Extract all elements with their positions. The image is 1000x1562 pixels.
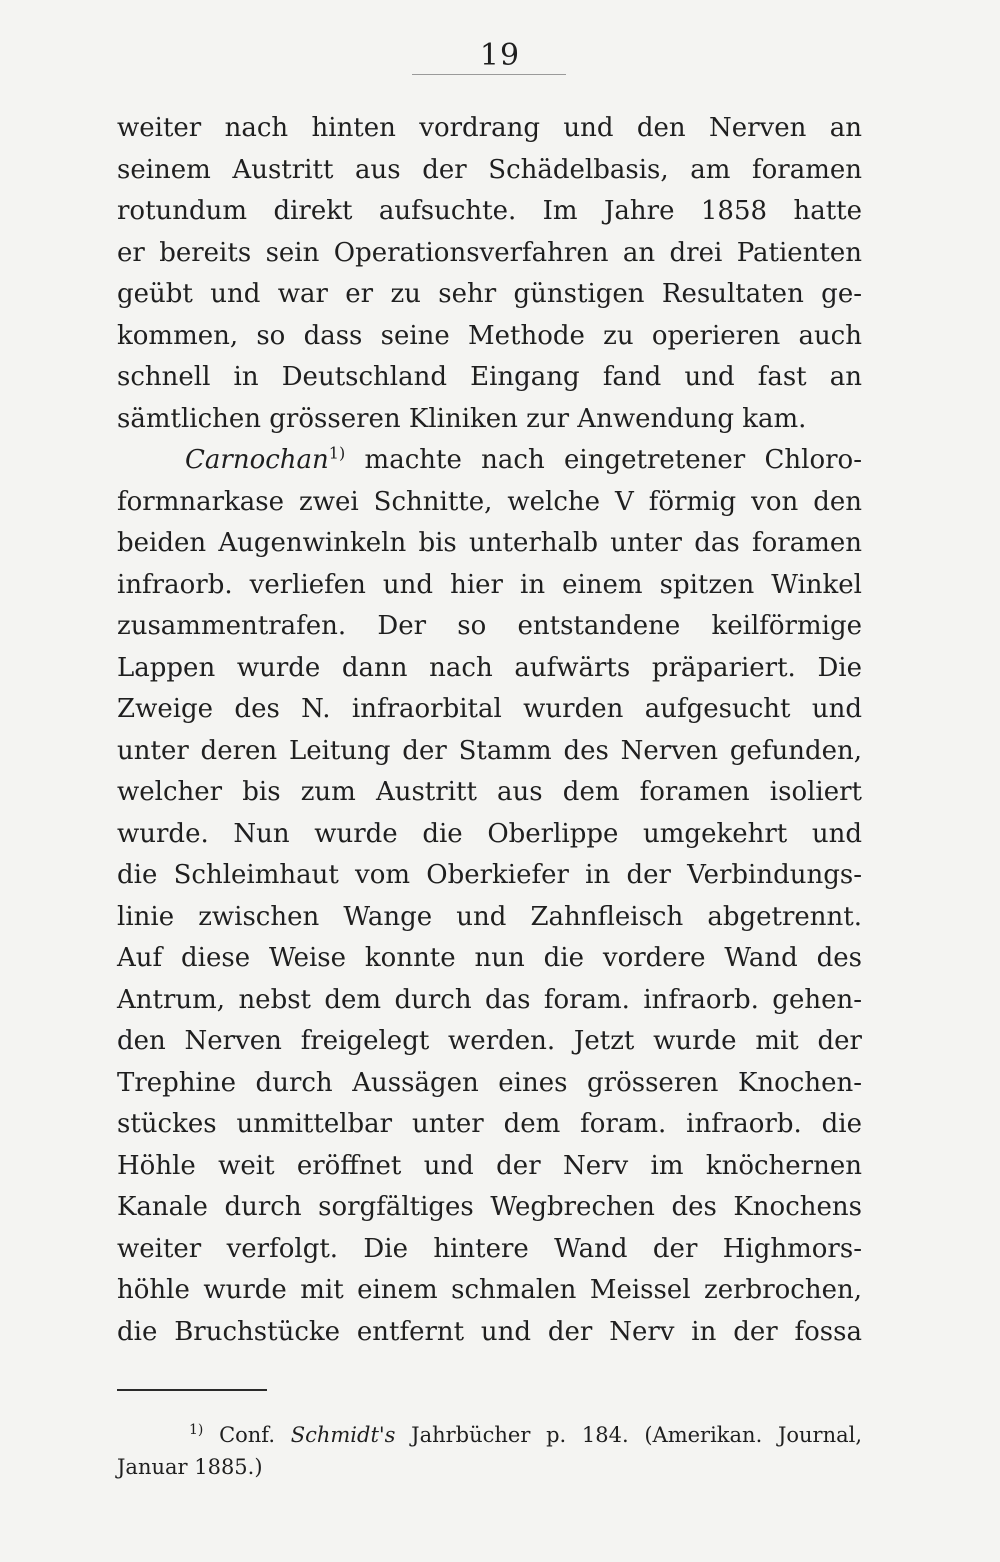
text-line: Lappen wurde dann nach aufwärts präpariert. Die — [117, 652, 862, 683]
text-line: weiter verfolgt. Die hintere Wand der Highmors- — [117, 1233, 862, 1264]
text-line: linie zwischen Wange und Zahnfleisch abgetrennt. — [117, 901, 862, 932]
text-line: rotundum direkt aufsuchte. Im Jahre 1858 hatte — [117, 196, 862, 226]
footnote-reference: 1) — [328, 443, 346, 463]
text-line: Höhle weit eröffnet und der Nerv im knöchernen — [117, 1150, 862, 1181]
text-line: er bereits sein Operationsverfahren an drei Patienten — [117, 237, 862, 268]
footnote-author: Schmidt's — [290, 1423, 396, 1447]
text-line: zusammentrafen. Der so entstandene keilförmige — [117, 611, 862, 641]
text-line: sämtlichen grösseren Kliniken zur Anwendung kam. — [117, 403, 807, 434]
footnote-text: Conf. — [203, 1423, 291, 1447]
author-name: Carnochan — [185, 445, 329, 475]
text-line: formnarkase zwei Schnitte, welche V förmig von den — [117, 486, 862, 517]
footnote — [117, 1419, 862, 1483]
text-line: Zweige des N. infraorbital wurden aufgesucht und — [117, 694, 862, 724]
text-line: infraorb. verliefen und hier in einem spitzen Winkel — [117, 569, 862, 600]
page-number: 19 — [479, 38, 521, 73]
text-line: Antrum, nebst dem durch das foram. infraorb. gehen- — [117, 984, 862, 1015]
text-line: Trephine durch Aussägen eines grösseren Knochen- — [117, 1067, 862, 1098]
text-line: welcher bis zum Austritt aus dem foramen isoliert — [117, 777, 862, 807]
text-line: weiter nach hinten vordrang und den Nerven an — [117, 113, 862, 143]
text-span: machte nach eingetretener Chloro- — [345, 445, 862, 475]
footnote-line: Januar 1885.) — [117, 1455, 263, 1479]
paragraph-first-line — [117, 440, 862, 482]
text-line: kommen, so dass seine Methode zu operieren auch — [117, 320, 862, 351]
text-line: beiden Augenwinkeln bis unterhalb unter das foramen — [117, 528, 862, 558]
text-line: die Schleimhaut vom Oberkiefer in der Verbindungs- — [117, 860, 862, 890]
text-line: Auf diese Weise konnte nun die vordere Wand des — [117, 943, 862, 973]
body-text — [117, 108, 862, 1353]
text-line: unter deren Leitung der Stamm des Nerven gefunden, — [117, 735, 862, 766]
footnote-text: Jahrbücher p. 184. (Amerikan. Journal, — [395, 1423, 863, 1447]
text-line: wurde. Nun wurde die Oberlippe umgekehrt und — [117, 818, 862, 849]
footnote-line — [117, 1419, 862, 1451]
text-line: Kanale durch sorgfältiges Wegbrechen des Knochens — [117, 1192, 862, 1222]
text-line: seinem Austritt aus der Schädelbasis, am foramen — [117, 154, 862, 185]
text-line: den Nerven freigelegt werden. Jetzt wurde mit der — [117, 1026, 862, 1056]
footnote-mark: 1) — [189, 1422, 204, 1438]
header-rule — [412, 74, 566, 75]
text-line: die Bruchstücke entfernt und der Nerv in der fossa — [117, 1316, 862, 1347]
text-line: höhle wurde mit einem schmalen Meissel zerbrochen, — [117, 1275, 862, 1305]
text-line: stückes unmittelbar unter dem foram. infraorb. die — [117, 1109, 862, 1139]
text-line: schnell in Deutschland Eingang fand und fast an — [117, 362, 862, 392]
footnote-rule — [117, 1389, 267, 1391]
text-line: geübt und war er zu sehr günstigen Resultaten ge- — [117, 279, 862, 309]
